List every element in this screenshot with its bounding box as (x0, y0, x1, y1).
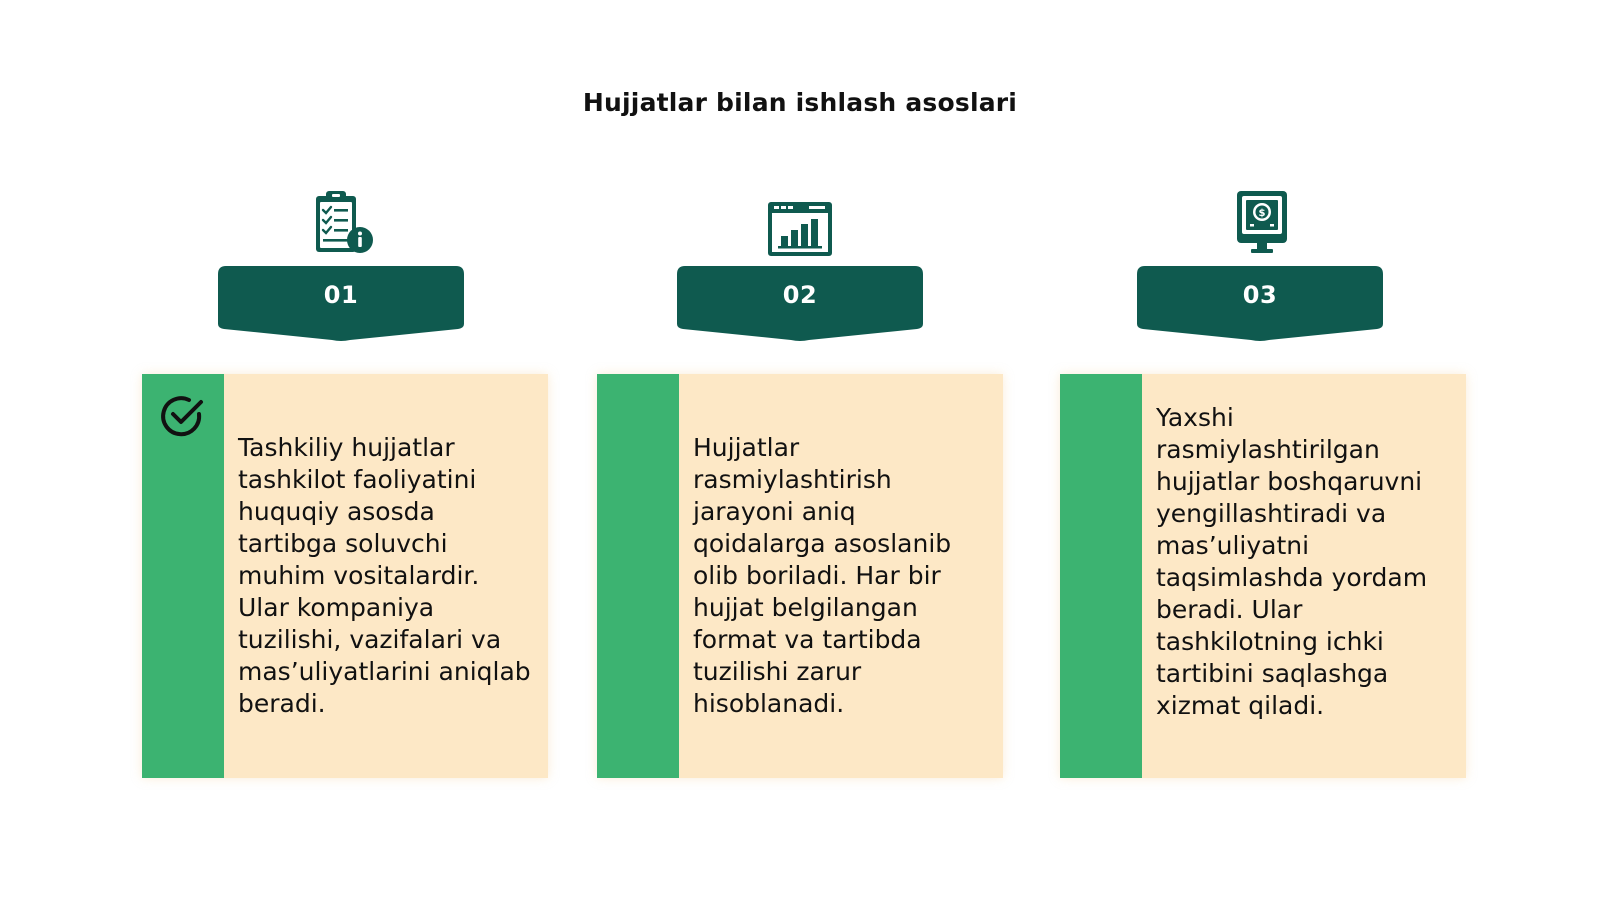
card-stripe (142, 374, 224, 778)
step-number: 01 (323, 281, 359, 309)
dollar-monitor-icon (1227, 188, 1297, 258)
check-circle-icon (159, 392, 207, 440)
svg-text:$: $ (1258, 208, 1266, 219)
step-banner-02 (677, 266, 923, 342)
step-card-01 (142, 374, 548, 778)
card-text: Tashkiliy hujjatlar tashkilot faoliyatini huquqiy asosda tartibga soluvchi muhim vositalardir. Ular kompaniya tuzilishi, vazifalari va mas’uliyatlarini aniqlab beradi. (238, 433, 531, 718)
card-text: Hujjatlar rasmiylashtirish jarayoni aniq qoidalarga asoslanib olib boriladi. Har bir hujjat belgilangan format va tartibda tuzilishi zarur hisoblanadi. (693, 433, 952, 718)
step-number: 03 (1242, 281, 1278, 309)
clipboard-checklist-info-icon (310, 188, 380, 258)
card-stripe (597, 374, 679, 778)
step-banner-03 (1137, 266, 1383, 342)
step-card-02 (597, 374, 1003, 778)
step-banner-01 (218, 266, 464, 342)
page-title: Hujjatlar bilan ishlash asoslari (582, 88, 1018, 117)
card-text: Yaxshi rasmiylashtirilgan hujjatlar boshqaruvni yengillashtiradi va mas’uliyatni taqsimlashda yordam beradi. Ular tashkilotning ichki tartibini saqlashga xizmat qiladi. (1156, 403, 1428, 720)
step-number: 02 (782, 281, 818, 309)
step-card-03 (1060, 374, 1466, 778)
card-stripe (1060, 374, 1142, 778)
bar-chart-window-icon (765, 192, 835, 262)
